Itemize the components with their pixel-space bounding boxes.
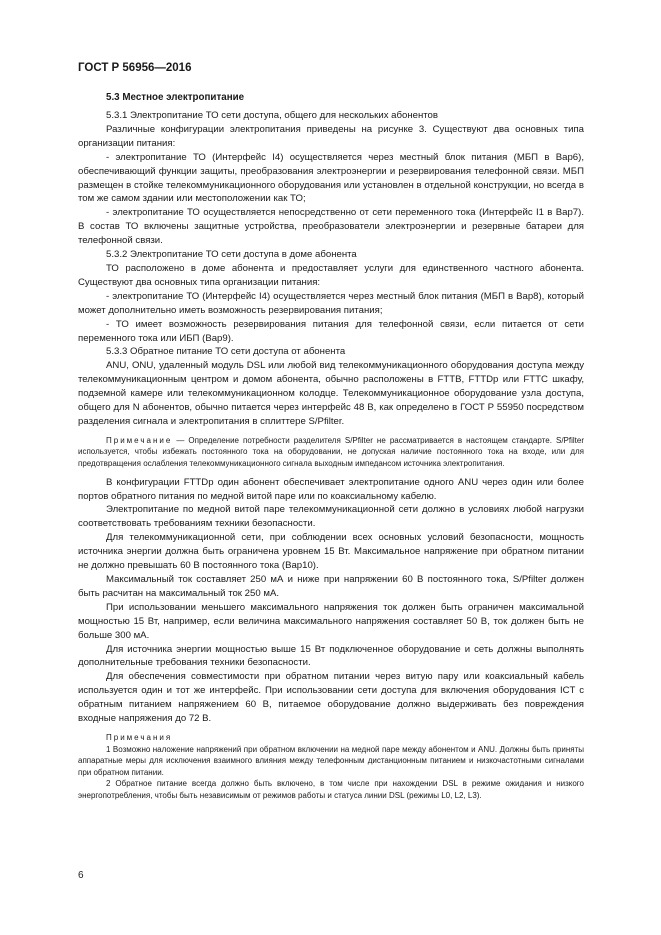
notes-label: Примечания [106,732,173,742]
paragraph: Различные конфигурации электропитания приведены на рисунке 3. Существуют два основных типа организации питания: [78,123,584,149]
paragraph: Для обеспечения совместимости при обратном питании через витую пару или коаксиальный кабель используется один и тот же интерфейс. При использовании сети доступа для включения оборудования ICT с обратным питанием напряжением 60 В, питаемое оборудование должно выдерживать без повреждения входные напряжения до 72 В. [78,671,584,725]
note-item: 1 Возможно наложение напряжений при обратном включении на медной паре между абонентом и ANU. Должны быть приняты аппаратные меры для исключения взаимного влияния между телефонным дистанционным питанием и низкочастотными сигналами при обратном питании. [78,744,584,777]
paragraph: - электропитание ТО осуществляется непосредственно от сети переменного тока (Интерфейс I1 в Вар7). В состав ТО включены защитные устройства, преобразователи электроэнергии и резервные батареи для телефонной связи. [78,207,584,247]
note-block [78,435,584,470]
paragraph: - ТО имеет возможность резервирования питания для телефонной связи, если питается от сети переменного тока или ИБП (Вар9). [78,318,584,344]
subsection-5-3-1: 5.3.1 Электропитание ТО сети доступа, общего для нескольких абонентов [106,110,438,121]
paragraph: При использовании меньшего максимального напряжения ток должен быть ограничен максимальной мощностью 15 Вт, например, если величина максимального напряжения составляет 50 В, ток должен быть не больше 300 мА. [78,601,584,641]
note-item: 2 Обратное питание всегда должно быть включено, в том числе при нахождении DSL в режиме ожидания и низкого энергопотребления, чтобы быть независимым от режимов работы и статуса линии DSL (режимы L0, L2, L3). [78,779,584,800]
paragraph: ТО расположено в доме абонента и предоставляет услуги для единственного частного абонента. Существуют два основных типа организации питания: [78,262,584,288]
section-heading: 5.3 Местное электропитание [106,92,245,103]
page-number: 6 [78,870,84,881]
subsection-5-3-3: 5.3.3 Обратное питание ТО сети доступа от абонента [106,346,346,358]
paragraph: Для телекоммуникационной сети, при соблюдении всех основных условий безопасности, мощность источника энергии должна быть ограничена уровнем 15 Вт. Максимальное напряжение при обратном питании не должно превышать 60 В постоянного тока (Вар10). [78,532,584,572]
paragraph: ANU, ONU, удаленный модуль DSL или любой вид телекоммуникационного оборудования доступа между телекоммуникационным центром и домом абонента, обычно расположены в FTTB, FTTDp или FTTC шкафу, подземной камере или телекоммуникационном колодце. Телекоммуникационное оборудование узла доступа, общего для N абонентов, обычно питается через интерфейс 48 В, как определено в ГОСТ Р 55950 посредством разделения сигнала и электропитания в сплиттере S/Pfilter. [78,360,584,427]
paragraph: Максимальный ток составляет 250 мА и ниже при напряжении 60 В постоянного тока, S/Pfilter должен быть расчитан на максимальный ток 250 мА. [78,573,584,599]
paragraph: Для источника энергии мощностью выше 15 Вт подключенное оборудование и сеть должны выполнять дополнительные требования техники безопасности. [78,643,584,669]
document-header: ГОСТ Р 56956—2016 [78,62,192,74]
note-text: — Определение потребности разделителя S/Pfilter не рассматривается в настоящем стандарте. S/Pfilter используется, чтобы избежать постоянного тока на оборудовании, не допуская наличие постоянного тока на входе, или для предотвращения ослабления телекоммуникационного сигнала выходным импедансом источника электропитания. [78,435,584,469]
page-body [78,92,584,802]
paragraph: В конфигурации FTTDp один абонент обеспечивает электропитание одного ANU через один или более портов обратного питания по медной витой паре или по коаксиальному кабелю. [78,476,584,502]
paragraph: Электропитание по медной витой паре телекоммуникационной сети должно в условиях любой нагрузки соответствовать требованиям техники безопасности. [78,504,584,530]
note-label: Примечание [106,435,173,445]
paragraph: - электропитание ТО (Интерфейс I4) осуществляется через местный блок питания (МБП в Вар8), который может дополнительно иметь возможность резервирования питания; [78,290,584,316]
paragraph: - электропитание ТО (Интерфейс I4) осуществляется через местный блок питания (МБП в Вар6), обеспечивающий функции защиты, преобразования электроэнергии и резервирования телефонной связи. МБП размещен в стойке телекоммуникационного оборудования или установлен в отдельной конструкции, но всегда в том же самом здании или местоположении как ТО; [78,151,584,205]
subsection-5-3-2: 5.3.2 Электропитание ТО сети доступа в доме абонента [106,249,357,261]
